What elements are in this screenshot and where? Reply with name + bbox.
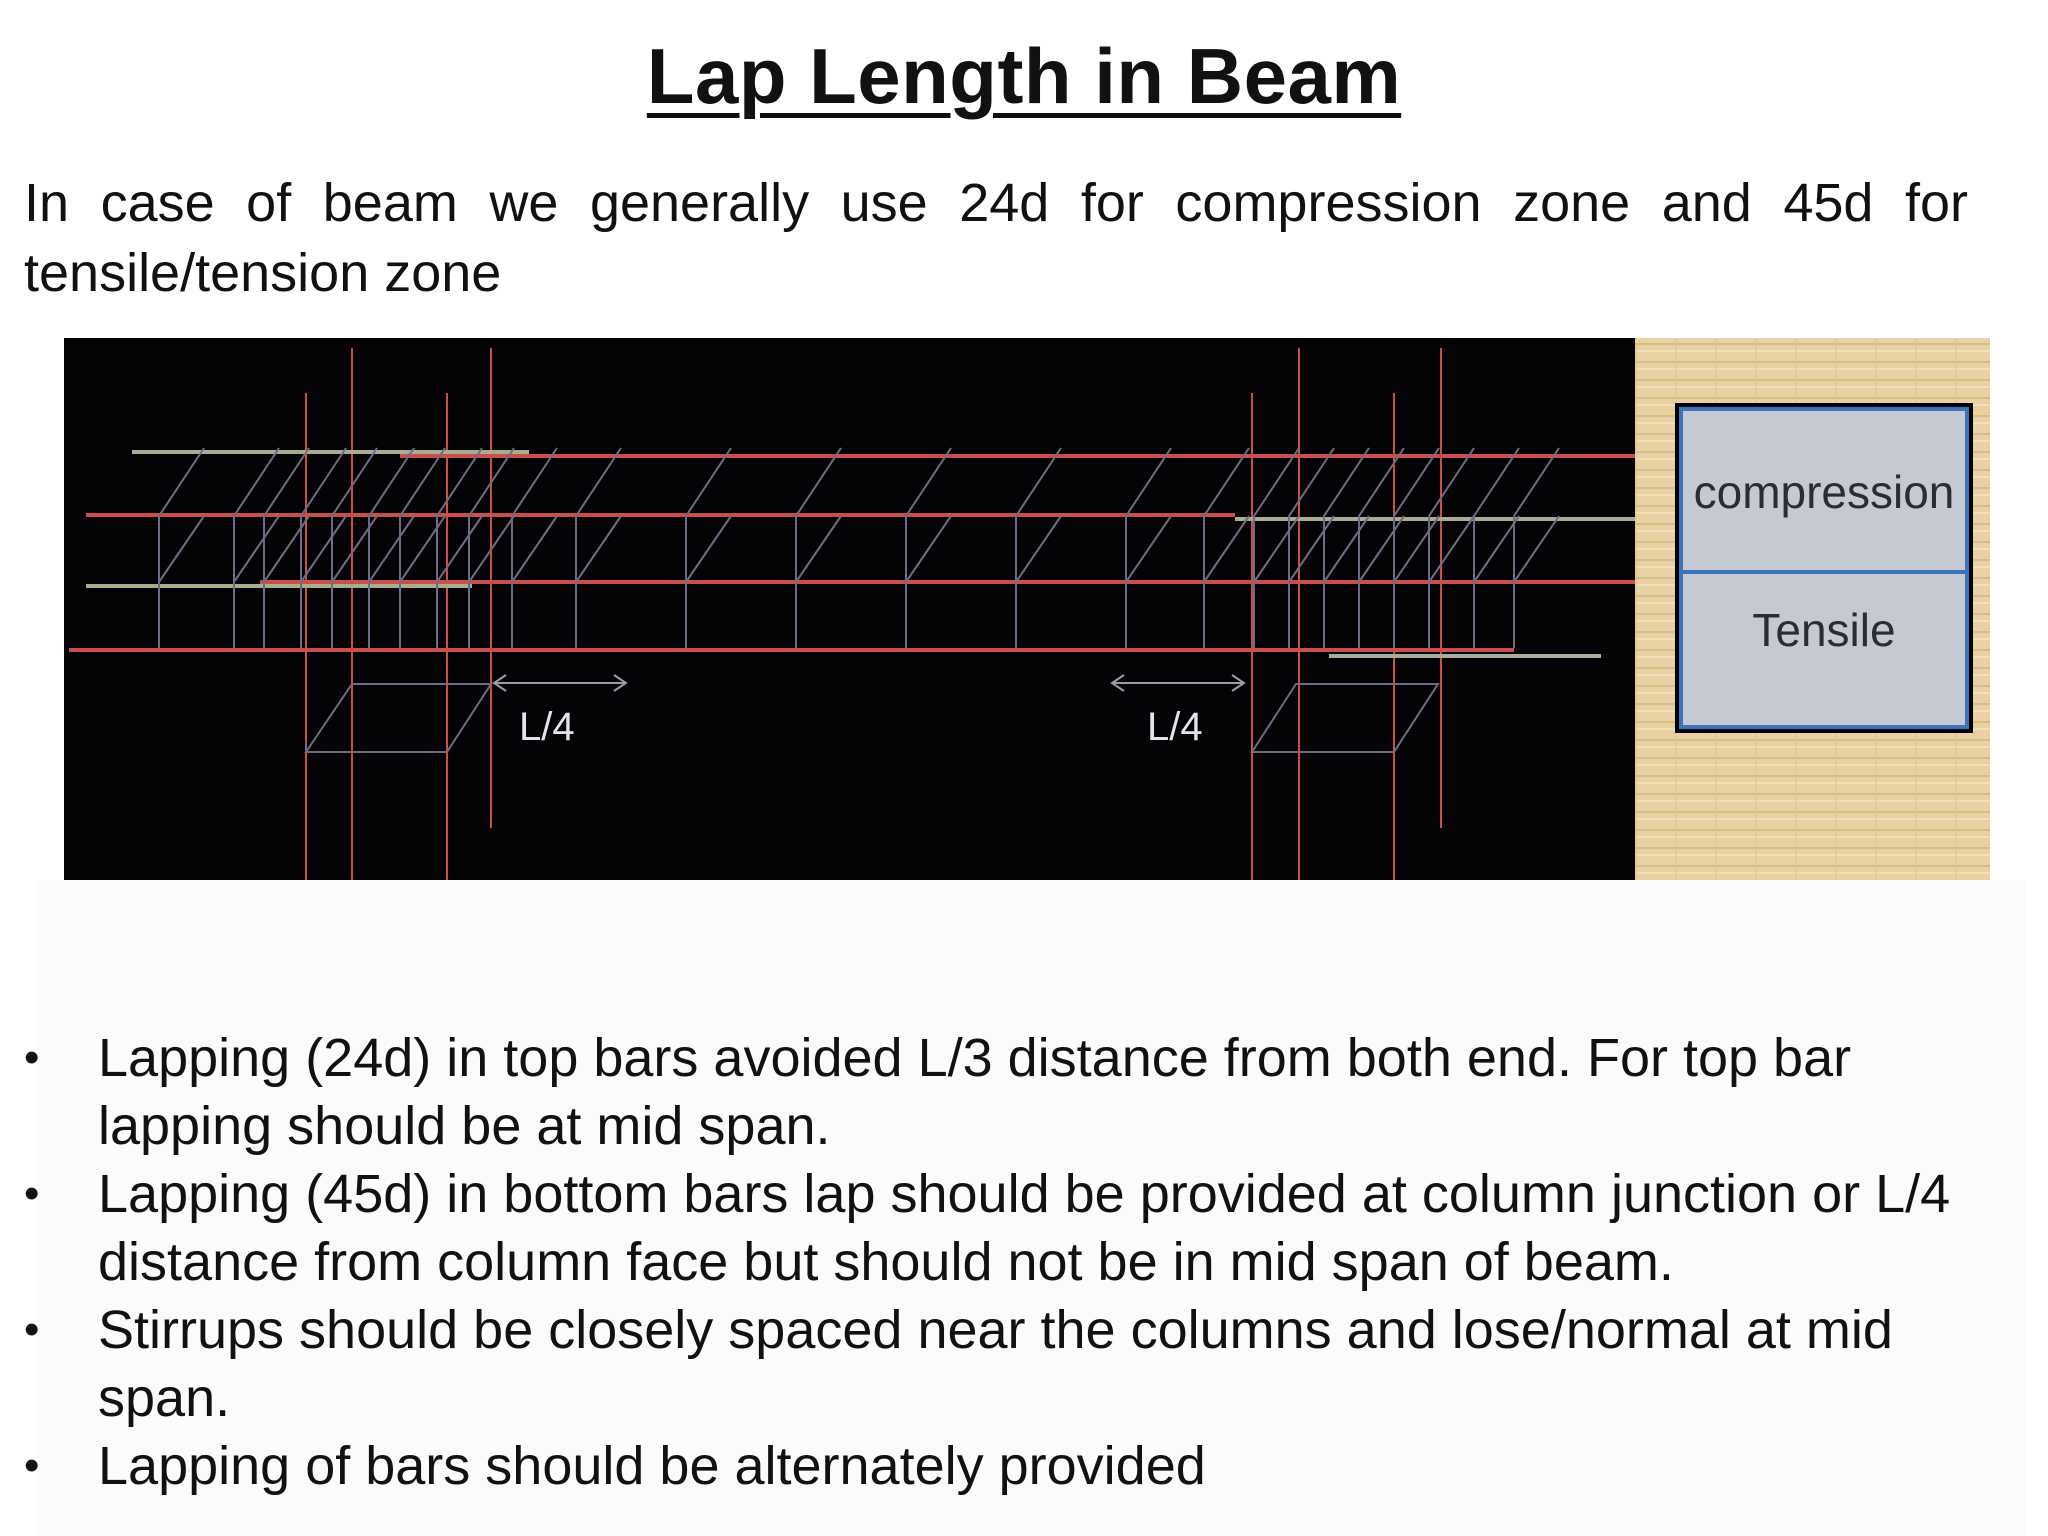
legend-tensile-label: Tensile — [1752, 604, 1896, 656]
bullet-text: Lapping (45d) in bottom bars lap should be provided at column junction or L/4 distance from column face but should not be in mid span of beam. — [98, 1164, 1951, 1292]
bullet-item — [24, 1160, 2014, 1296]
bullet-marker: • — [24, 1441, 40, 1490]
title-text: Lap Length in Beam — [646, 32, 1402, 120]
bullet-item — [24, 1024, 2014, 1160]
zone-legend — [1675, 403, 1973, 733]
bullet-marker: • — [24, 1169, 40, 1218]
bullet-text: Lapping of bars should be alternately provided — [98, 1436, 1206, 1496]
bullet-item — [24, 1296, 2014, 1432]
beam-lap-diagram — [64, 338, 1990, 880]
bullet-marker: • — [24, 1305, 40, 1354]
intro-paragraph: In case of beam we generally use 24d for compression zone and 45d for tensile/tension zone — [24, 173, 1968, 303]
page-title — [0, 28, 2048, 124]
dimension-label-right: L/4 — [1147, 705, 1203, 749]
bullet-item — [24, 1432, 2014, 1500]
bullet-marker: • — [24, 1033, 40, 1082]
bullet-text: Lapping (24d) in top bars avoided L/3 distance from both end. For top bar lapping should be at mid span. — [98, 1028, 1852, 1156]
dimension-label-left: L/4 — [519, 705, 575, 749]
legend-compression-label: compression — [1693, 466, 1955, 518]
bullet-text: Stirrups should be closely spaced near the columns and lose/normal at mid span. — [98, 1300, 1893, 1428]
beam-diagram-svg — [64, 338, 1990, 880]
drawing-background — [64, 338, 1635, 880]
bullet-list — [24, 1024, 2014, 1500]
